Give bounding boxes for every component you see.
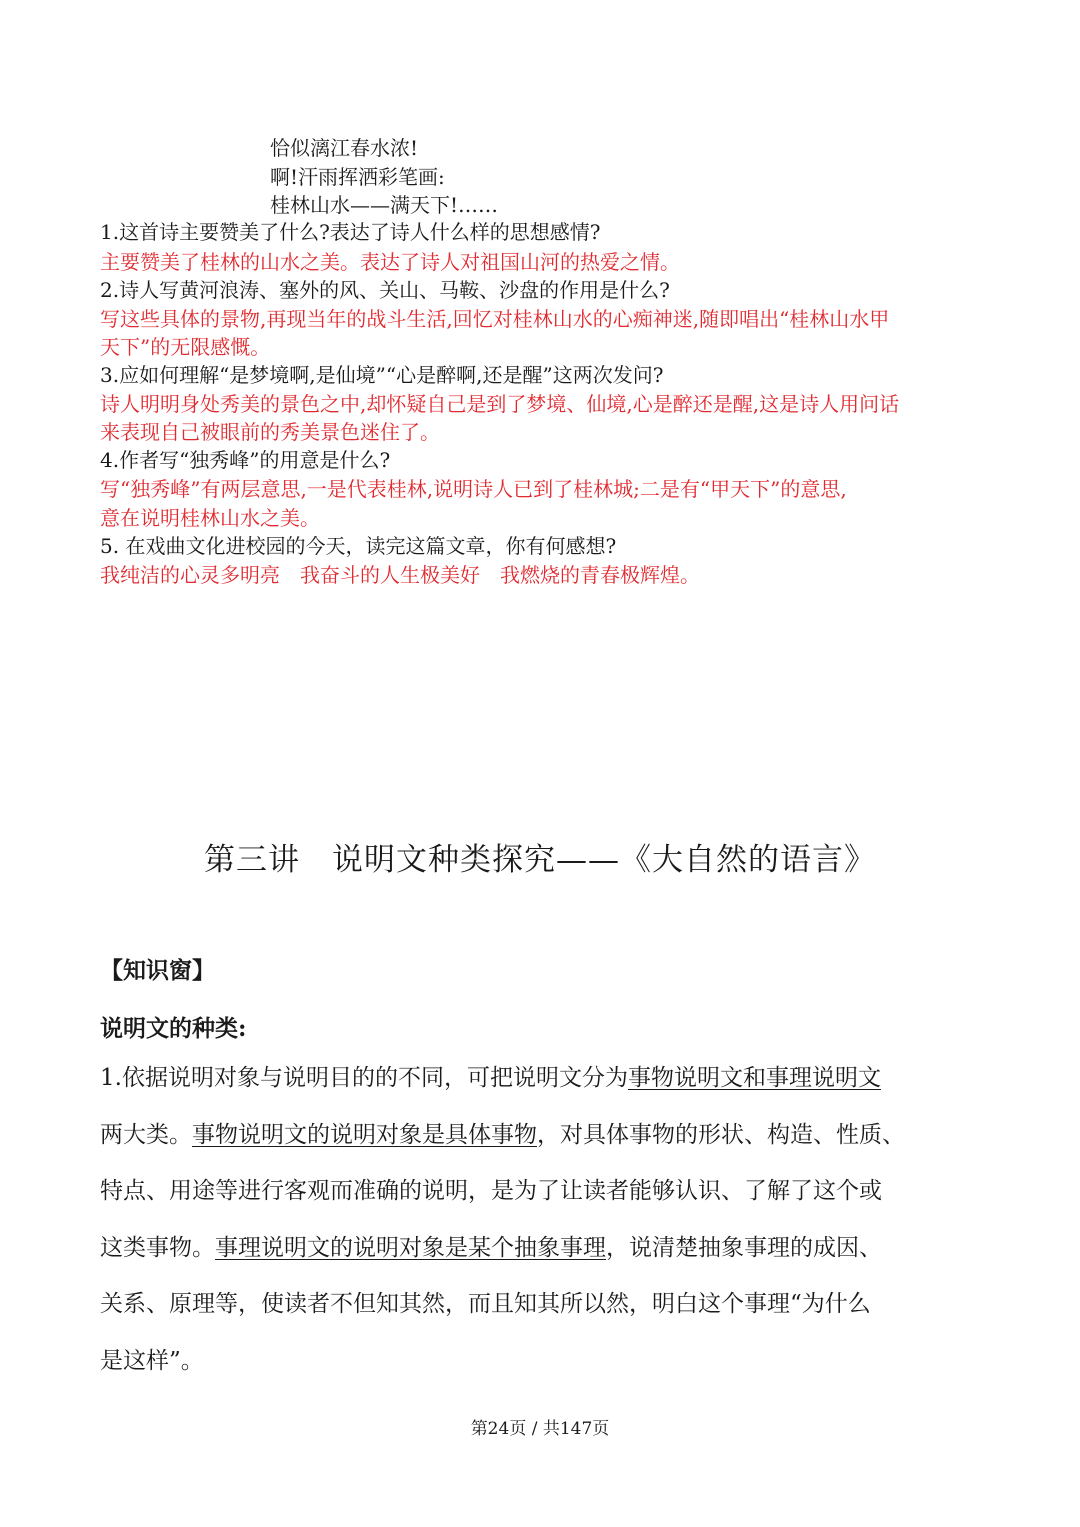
underlined-text: 事物说明文的说明对象是具体事物 [192,1121,537,1148]
body-paragraph [100,1050,985,1389]
body-text-run: 1.依据说明对象与说明目的的不同，可把说明文分为 [100,1065,628,1091]
underlined-text: 事理说明文的说明对象是某个抽象事理 [215,1234,606,1261]
answer-1-line-1: 主要赞美了桂林的山水之美。表达了诗人对祖国山河的热爱之情。 [100,250,680,274]
body-text-run: 是这样”。 [100,1347,204,1374]
subheading: 说明文的种类: [100,1015,247,1042]
answer-4-line-2: 意在说明桂林山水之美。 [100,506,320,530]
question-2: 2.诗人写黄河浪涛、塞外的风、关山、马鞍、沙盘的作用是什么? [100,278,670,302]
answer-2-line-2: 天下”的无限感慨。 [100,335,271,359]
body-line [100,1276,985,1333]
answer-3-line-1: 诗人明明身处秀美的景色之中,却怀疑自己是到了梦境、仙境,心是醉还是醒,这是诗人用问话 [100,392,900,416]
body-text-run: ，对具体事物的形状、构造、性质、 [537,1121,905,1148]
body-text-run: 两大类。 [100,1121,192,1148]
underlined-text: 事物说明文和事理说明文 [627,1065,881,1091]
question-5: 5. 在戏曲文化进校园的今天，读完这篇文章，你有何感想? [100,534,617,558]
section-title: 第三讲 说明文种类探究——《大自然的语言》 [204,842,876,878]
question-1: 1.这首诗主要赞美了什么?表达了诗人什么样的思想感情? [100,220,601,244]
body-line [100,1333,985,1390]
question-4: 4.作者写“独秀峰”的用意是什么? [100,448,391,472]
body-line [100,1050,985,1107]
poem-line-3: 桂林山水——满天下!…… [270,193,499,217]
answer-2-line-1: 写这些具体的景物,再现当年的战斗生活,回忆对桂林山水的心痴神迷,随即唱出“桂林山水甲 [100,307,890,331]
answer-4-line-1: 写“独秀峰”有两层意思,一是代表桂林,说明诗人已到了桂林城;二是有“甲天下”的意思, [100,477,847,501]
body-text-run: ，说清楚抽象事理的成因、 [606,1234,882,1261]
poem-line-1: 恰似漓江春水浓! [270,136,419,160]
page-footer: 第24页 / 共147页 [470,1419,610,1439]
body-text-run: 特点、用途等进行客观而准确的说明，是为了让读者能够认识、了解了这个或 [100,1178,882,1204]
body-line [100,1220,985,1277]
body-text-run: 这类事物。 [100,1234,215,1261]
knowledge-window-heading: 【知识窗】 [100,957,215,984]
poem-line-2: 啊!汗雨挥洒彩笔画: [270,165,445,189]
body-line [100,1163,985,1220]
question-3: 3.应如何理解“是梦境啊,是仙境”“心是醉啊,还是醒”这两次发问? [100,363,664,387]
answer-3-line-2: 来表现自己被眼前的秀美景色迷住了。 [100,420,440,444]
answer-5-line-1: 我纯洁的心灵多明亮 我奋斗的人生极美好 我燃烧的青春极辉煌。 [100,563,700,587]
body-line [100,1107,985,1164]
body-text-run: 关系、原理等，使读者不但知其然，而且知其所以然，明白这个事理“为什么 [100,1291,871,1317]
